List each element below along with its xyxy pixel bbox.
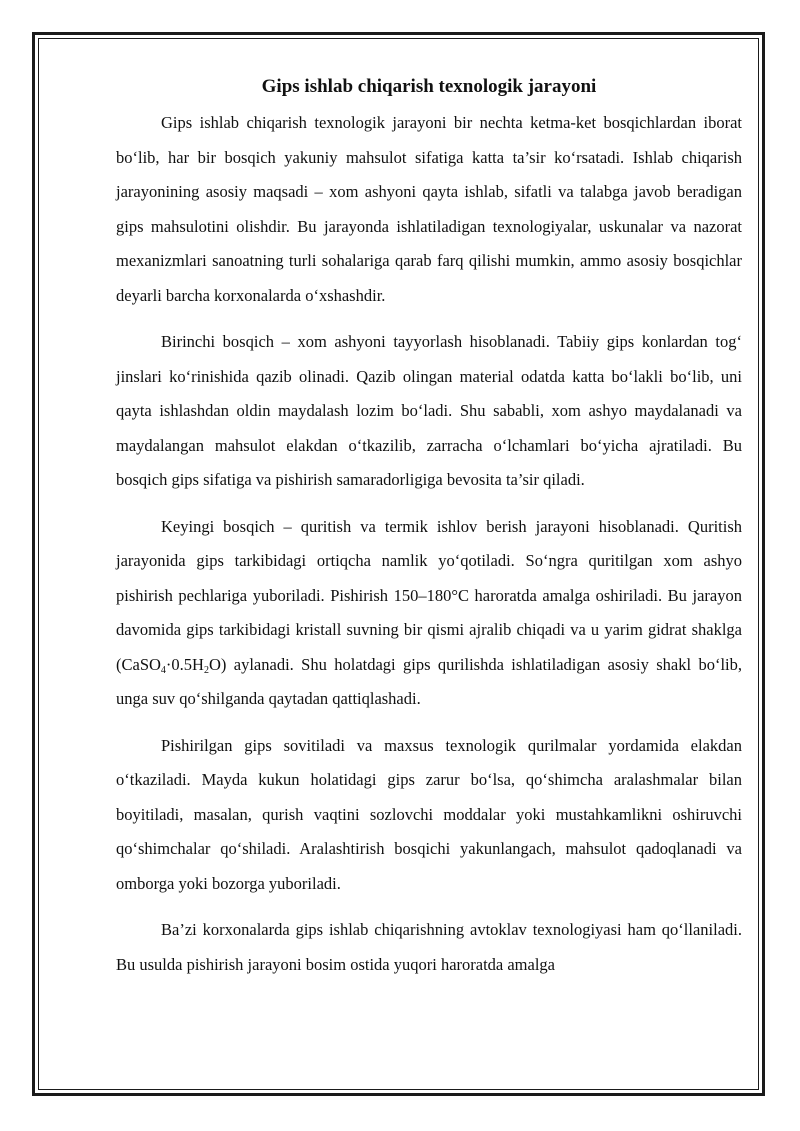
paragraph-3 [116, 510, 742, 717]
subscript-2: 2 [203, 664, 209, 676]
paragraph-3-text-b: ·0.5H [165, 654, 204, 674]
paragraph-3-text-c: O) aylanadi. Shu holatdagi gips qurilishda ishlatiladigan asosiy shakl bo‘lib, unga suv qo‘shilganda qaytadan qattiqlashadi. [116, 654, 742, 708]
paragraph-2: Birinchi bosqich – xom ashyoni tayyorlash hisoblanadi. Tabiiy gips konlardan tog‘ jinslari ko‘rinishida qazib olinadi. Qazib olingan material odatda katta bo‘lakli bo‘lib, uni qayta ishlashdan oldin maydalash lozim bo‘ladi. Shu sababli, xom ashyo maydalanadi va maydalangan mahsulot elakdan o‘tkazilib, zarracha o‘lchamlari bo‘yicha ajratiladi. Bu bosqich gips sifatiga va pishirish samaradorligiga bevosita ta’sir qiladi. [116, 332, 742, 489]
paragraph-4: Pishirilgan gips sovitiladi va maxsus texnologik qurilmalar yordamida elakdan o‘tkaziladi. Mayda kukun holatidagi gips zarur bo‘lsa, qo‘shimcha aralashmalar bilan boyitiladi, masalan, qurish vaqtini sozlovchi moddalar yoki mustahkamlikni oshiruvchi qo‘shimchalar qo‘shiladi. Aralashtirish bosqichi yakunlangach, mahsulot qadoqlanadi va omborga yoki bozorga yuboriladi. [116, 735, 742, 893]
subscript-4: 4 [160, 664, 166, 676]
paragraph-5: Ba’zi korxonalarda gips ishlab chiqarishning avtoklav texnologiyasi ham qo‘llaniladi. Bu usulda pishirish jarayoni bosim ostida yuqori haroratda amalga [116, 920, 742, 974]
paragraph-1: Gips ishlab chiqarish texnologik jarayoni bir nechta ketma-ket bosqichlardan iborat bo‘lib, har bir bosqich yakuniy mahsulot sifatiga katta ta’sir ko‘rsatadi. Ishlab chiqarish jarayonining asosiy maqsadi – xom ashyoni qayta ishlab, sifatli va talabga javob beradigan gips mahsulotini olishdir. Bu jarayonda ishlatiladigan texnologiyalar, uskunalar va nazorat mexanizmlari sanoatning turli sohalariga qarab farq qilishi mumkin, ammo asosiy bosqichlar deyarli barcha korxonalarda o‘xshashdir. [116, 113, 742, 305]
document-title: Gips ishlab chiqarish texnologik jarayoni [261, 76, 597, 97]
paragraph-3-text-a: Keyingi bosqich – quritish va termik ishlov berish jarayoni hisoblanadi. Quritish jarayonida gips tarkibidagi ortiqcha namlik yo‘qotiladi. So‘ngra quritilgan xom ashyo pishirish pechlariga yuboriladi. Pishirish 150–180°C haroratda amalga oshiriladi. Bu jarayon davomida gips tarkibidagi kristall suvning bir qismi ajralib chiqadi va u yarim gidrat shaklga (CaSO [116, 516, 742, 674]
document-body [116, 70, 742, 994]
